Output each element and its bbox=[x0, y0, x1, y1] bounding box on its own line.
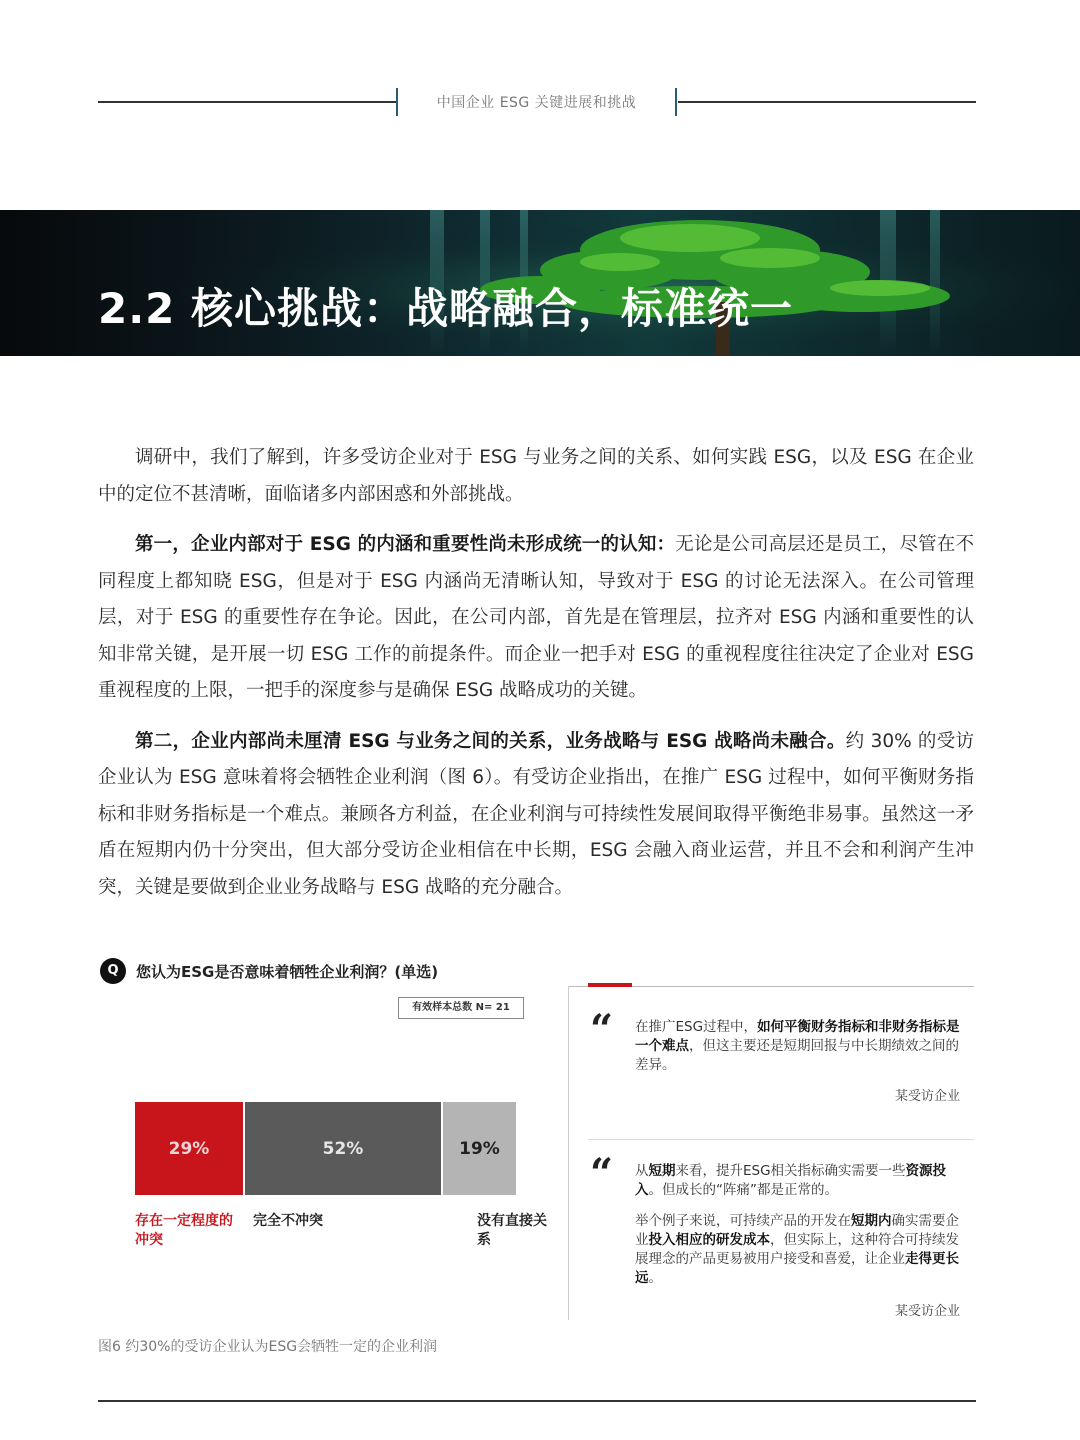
header-rule-right bbox=[678, 101, 976, 103]
quote-2-text-a: 从短期来看，提升ESG相关指标确实需要一些资源投入。但成长的“阵痛”都是正常的。 bbox=[635, 1163, 947, 1198]
paragraph-2-lead: 第一，企业内部对于 ESG 的内涵和重要性尚未形成统一的认知： bbox=[135, 534, 676, 555]
quote-panel-left-rule bbox=[568, 986, 569, 1320]
figure-caption: 图6 约30%的受访企业认为ESG会牺牲一定的企业利润 bbox=[98, 1339, 438, 1355]
bar-segment-1 bbox=[135, 1102, 243, 1195]
quote-2-text-b: 举个例子来说，可持续产品的开发在短期内确实需要企业投入相应的研发成本，但实际上，这种符合可持续发展理念的产品更易被用户接受和喜爱，让企业走得更长远。 bbox=[635, 1213, 959, 1286]
quote-2-source: 某受访企业 bbox=[894, 1304, 960, 1319]
quote-panel-accent bbox=[588, 983, 632, 987]
section-title: 2.2 核心挑战：战略融合，标准统一 bbox=[98, 284, 794, 333]
quote-mark-icon: “ bbox=[590, 1006, 614, 1053]
paragraph-1: 调研中，我们了解到，许多受访企业对于 ESG 与业务之间的关系、如何实践 ESG，以及 ESG 在企业中的定位不甚清晰，面临诸多内部困惑和外部挑战。 bbox=[98, 447, 974, 505]
stacked-bar-chart bbox=[135, 1102, 516, 1195]
running-header bbox=[98, 86, 976, 116]
question-badge: Q bbox=[100, 958, 126, 984]
bar-category-label: 完全不冲突 bbox=[253, 1213, 323, 1229]
running-header-text: 中国企业 ESG 关键进展和挑战 bbox=[436, 95, 637, 111]
question-text: 您认为ESG是否意味着牺牲企业利润？(单选) bbox=[136, 963, 439, 981]
header-tick-right bbox=[675, 88, 677, 116]
bar-value-label: 19% bbox=[459, 1138, 500, 1159]
bar-category-label: 没有直接关系 bbox=[477, 1213, 547, 1248]
quote-panel bbox=[568, 986, 974, 1320]
bar-segment-3 bbox=[443, 1102, 516, 1195]
quote-mark-icon: “ bbox=[590, 1150, 614, 1197]
bar-value-label: 52% bbox=[322, 1138, 364, 1159]
quote-1-source: 某受访企业 bbox=[894, 1089, 960, 1104]
header-rule-left bbox=[98, 101, 396, 103]
quote-1-text: 在推广ESG过程中，如何平衡财务指标和非财务指标是一个难点，但这主要还是短期回报与中长期绩效之间的差异。 bbox=[635, 1019, 960, 1073]
sample-size-badge: 有效样本总数 N= 21 bbox=[398, 997, 524, 1019]
bar-value-label: 29% bbox=[168, 1138, 210, 1159]
bar-segment-2 bbox=[245, 1102, 441, 1195]
body-text bbox=[98, 440, 974, 920]
paragraph-3-lead: 第二，企业内部尚未厘清 ESG 与业务之间的关系，业务战略与 ESG 战略尚未融合。 bbox=[135, 730, 846, 752]
bar-category-label: 存在一定程度的冲突 bbox=[135, 1213, 233, 1248]
section-banner bbox=[0, 210, 1080, 356]
paragraph-2: 第一，企业内部对于 ESG 的内涵和重要性尚未形成统一的认知：无论是公司高层还是员工，尽管在不同程度上都知晓 ESG，但是对于 ESG 内涵尚无清晰认知，导致对于 ESG 的讨论无法深入。在公司管理层，对于 ESG 的重要性存在争论。因此，在公司内部，首先是在管理层，拉齐对 ESG 内涵和重要性的认知非常关键，是开展一切 ESG 工作的前提条件。而企业一把手对 ESG 的重视程度往往决定了企业对 ESG 重视程度的上限，一把手的深度参与是确保 ESG 战略成功的关键。 bbox=[98, 534, 974, 701]
footer-rule bbox=[98, 1400, 976, 1402]
quote-divider bbox=[588, 1139, 974, 1140]
paragraph-3: 第二，企业内部尚未厘清 ESG 与业务之间的关系，业务战略与 ESG 战略尚未融合。约 30% 的受访企业认为 ESG 意味着将会牺牲企业利润（图 6）。有受访企业指出，在推广 ESG 过程中，如何平衡财务指标和非财务指标是一个难点。兼顾各方利益，在企业利润与可持续性发展间取得平衡绝非易事。虽然这一矛盾在短期内仍十分突出，但大部分受访企业相信在中长期，ESG 会融入商业运营，并且不会和利润产生冲突，关键是要做到企业业务战略与 ESG 战略的充分融合。 bbox=[98, 730, 974, 898]
